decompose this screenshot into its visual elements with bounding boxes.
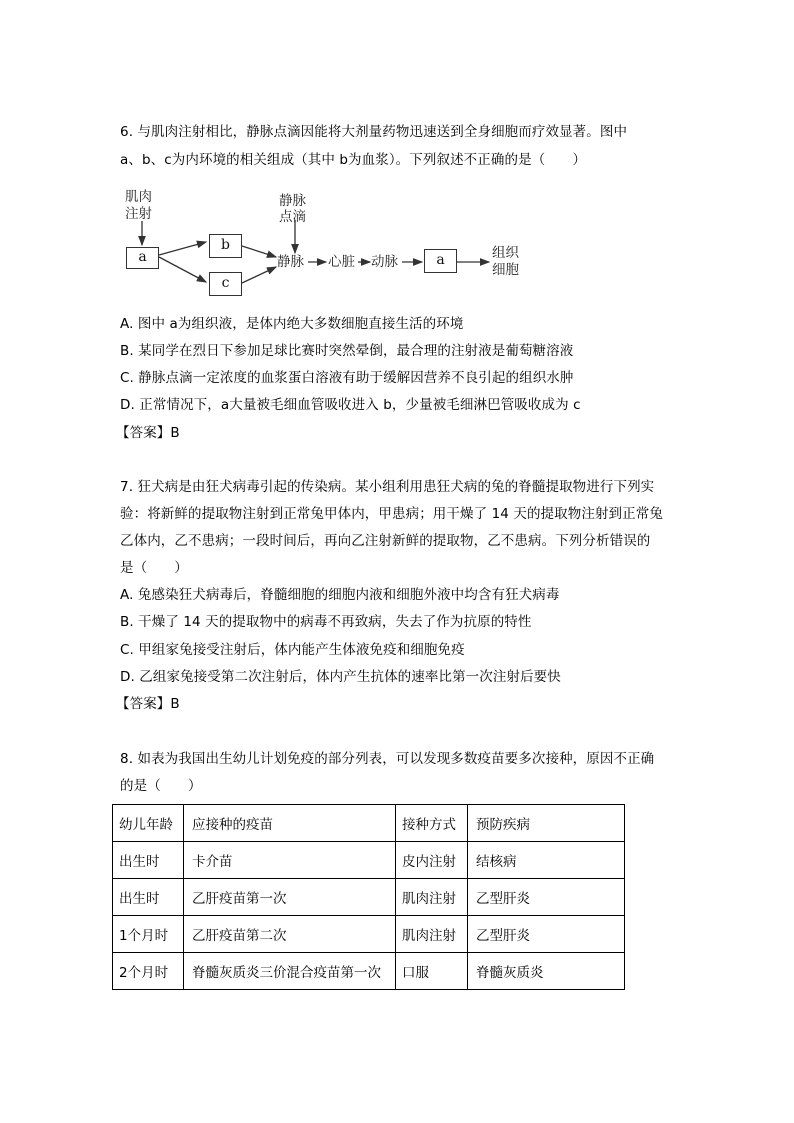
cell-age: 1个月时 [113, 916, 184, 953]
question-7-stem-line-1: 7. 狂犬病是由狂犬病毒引起的传染病。某小组利用患狂犬病的兔的脊髓提取物进行下列实 [120, 479, 655, 495]
header-disease: 预防疾病 [468, 805, 625, 842]
box-b-plasma: b [209, 234, 242, 258]
label-tissue-cells-2: 细胞 [492, 262, 519, 278]
cell-method: 肌肉注射 [396, 916, 468, 953]
cell-disease: 结核病 [468, 842, 625, 879]
label-muscle-injection-1: 肌肉 [125, 189, 152, 205]
question-8-stem-line-2: 的是（ ） [120, 778, 202, 794]
label-tissue-cells-1: 组织 [492, 245, 519, 261]
table-row [113, 879, 625, 916]
question-6-stem-line-2: a、b、c为内环境的相关组成（其中 b为血浆）。下列叙述不正确的是（ ） [120, 152, 587, 168]
cell-disease: 乙型肝炎 [468, 916, 625, 953]
header-age: 幼儿年龄 [113, 805, 184, 842]
cell-vaccine: 乙肝疫苗第二次 [184, 916, 396, 953]
cell-disease: 脊髓灰质炎 [468, 953, 625, 990]
cell-method: 口服 [396, 953, 468, 990]
question-6-option-a: A. 图中 a为组织液，是体内绝大多数细胞直接生活的环境 [120, 316, 464, 332]
cell-vaccine: 脊髓灰质炎三价混合疫苗第一次 [184, 953, 396, 990]
label-heart: 心脏 [328, 254, 355, 270]
question-7-option-b: B. 干燥了 14 天的提取物中的病毒不再致病，失去了作为抗原的特性 [120, 614, 532, 630]
box-c-lymph: c [209, 272, 242, 296]
question-7-answer: 【答案】B [116, 696, 180, 712]
cell-method: 皮内注射 [396, 842, 468, 879]
label-artery: 动脉 [371, 254, 398, 270]
question-7-option-d: D. 乙组家兔接受第二次注射后，体内产生抗体的速率比第一次注射后要快 [120, 669, 561, 685]
question-8-stem-line-1: 8. 如表为我国出生幼儿计划免疫的部分列表，可以发现多数疫苗要多次接种，原因不正确 [120, 751, 655, 767]
cell-vaccine: 乙肝疫苗第一次 [184, 879, 396, 916]
question-6-answer: 【答案】B [116, 425, 180, 441]
label-iv-drip-1: 静脉 [279, 193, 306, 209]
cell-method: 肌肉注射 [396, 879, 468, 916]
label-vein: 静脉 [277, 254, 304, 270]
question-7-stem-line-2: 验：将新鲜的提取物注射到正常兔甲体内，甲患病；用干燥了 14 天的提取物注射到正常兔 [120, 506, 663, 522]
question-6-stem-line-1: 6. 与肌肉注射相比，静脉点滴因能将大剂量药物迅速送到全身细胞而疗效显著。图中 [120, 124, 628, 140]
label-muscle-injection-2: 注射 [125, 206, 152, 222]
box-a-right: a [424, 249, 457, 273]
cell-age: 2个月时 [113, 953, 184, 990]
question-7-option-a: A. 兔感染狂犬病毒后，脊髓细胞的细胞内液和细胞外液中均含有狂犬病毒 [120, 587, 560, 603]
table-row [113, 953, 625, 990]
cell-age: 出生时 [113, 842, 184, 879]
question-6-option-d: D. 正常情况下，a大量被毛细血管吸收进入 b，少量被毛细淋巴管吸收成为 c [120, 397, 581, 413]
internal-environment-diagram [115, 185, 535, 305]
table-row [113, 916, 625, 953]
question-6-option-c: C. 静脉点滴一定浓度的血浆蛋白溶液有助于缓解因营养不良引起的组织水肿 [120, 370, 574, 386]
vaccination-schedule-table [112, 804, 625, 990]
cell-age: 出生时 [113, 879, 184, 916]
question-7-stem-line-3: 乙体内，乙不患病；一段时间后，再向乙注射新鲜的提取物，乙不患病。下列分析错误的 [120, 533, 651, 549]
header-vaccine: 应接种的疫苗 [184, 805, 396, 842]
question-6-option-b: B. 某同学在烈日下参加足球比赛时突然晕倒，最合理的注射液是葡萄糖溶液 [120, 343, 574, 359]
box-a-tissue-fluid: a [126, 247, 159, 269]
table-row [113, 842, 625, 879]
diagram-arrows [115, 185, 535, 305]
table-header-row [113, 805, 625, 842]
cell-disease: 乙型肝炎 [468, 879, 625, 916]
question-7-option-c: C. 甲组家兔接受注射后，体内能产生体液免疫和细胞免疫 [120, 642, 465, 658]
label-iv-drip-2: 点滴 [279, 209, 306, 225]
header-method: 接种方式 [396, 805, 468, 842]
cell-vaccine: 卡介苗 [184, 842, 396, 879]
question-7-stem-line-4: 是（ ） [120, 560, 188, 576]
